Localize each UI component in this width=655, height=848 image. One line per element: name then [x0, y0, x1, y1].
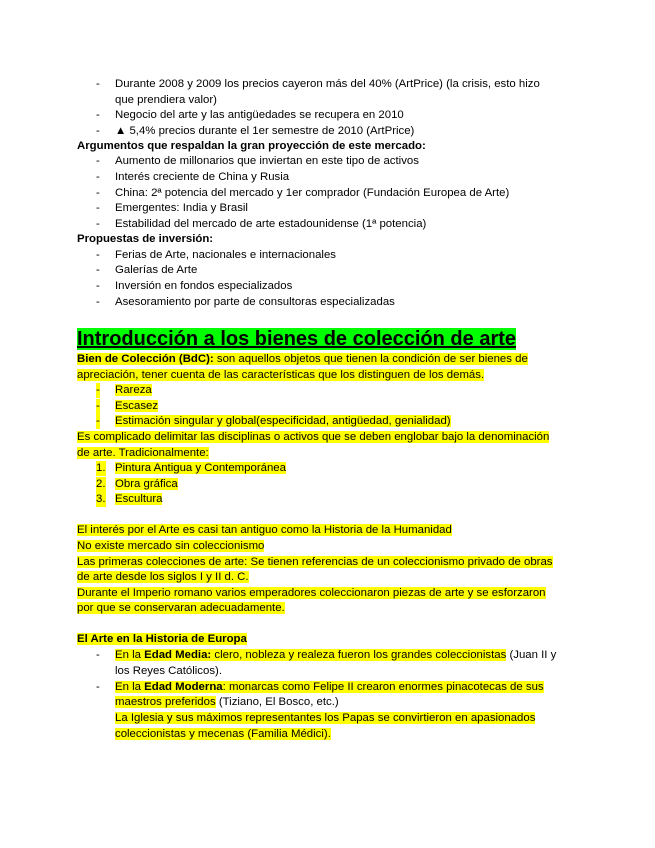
trait-item [115, 383, 152, 398]
section-heading [77, 327, 516, 351]
europe-title [77, 632, 247, 647]
bullet-dash: - [96, 249, 100, 261]
modern-age-prefix: En la [115, 681, 145, 693]
trait-item [115, 414, 451, 429]
definition-line [77, 352, 528, 367]
modern-age-text: maestros preferidos [115, 696, 216, 708]
definition-text: apreciación, tener cuenta de las características que los distinguen de los demás. [77, 369, 485, 381]
paragraph-line [77, 570, 249, 585]
bullet-dash: - [96, 125, 100, 137]
bullet-dash: - [96, 78, 100, 90]
bullet-dash: - [96, 109, 100, 121]
modern-age-examples: (Tiziano, El Bosco, etc.) [215, 696, 339, 708]
middle-ages-prefix: En la [115, 649, 145, 661]
argument-item: China: 2ª potencia del mercado y 1er comprador (Fundación Europea de Arte) [115, 187, 510, 199]
middle-ages-tail: (Juan II y [506, 649, 557, 661]
list-number: 2. [96, 478, 106, 490]
paragraph-text: Durante el Imperio romano varios emperadores coleccionaron piezas de arte y se esforzaron [77, 587, 546, 599]
europe-title-text: El Arte en la Historia de Europa [77, 633, 247, 645]
disciplines-line [77, 430, 549, 445]
paragraph-line [77, 555, 553, 570]
middle-ages-term: Edad Media: [144, 649, 212, 661]
trait-text: Escasez [115, 400, 159, 412]
discipline-text: Escultura [115, 493, 163, 505]
trait-text: Rareza [115, 384, 152, 396]
paragraph-line [77, 523, 452, 538]
middle-ages-line [115, 648, 556, 663]
paragraph-text: No existe mercado sin coleccionismo [77, 540, 265, 552]
bullet-dash: - [96, 218, 100, 230]
bullet-dash: - [96, 187, 100, 199]
modern-age-text: coleccionistas y mecenas (Familia Médici). [115, 728, 331, 740]
argument-item: Estabilidad del mercado de arte estadounidense (1ª potencia) [115, 218, 427, 230]
disciplines-line [77, 446, 209, 461]
bullet-dash: - [96, 681, 100, 693]
paragraph-text: Las primeras colecciones de arte: Se tienen referencias de un coleccionismo privado de obras [77, 556, 553, 568]
bullet-dash: - [96, 202, 100, 214]
middle-ages-line2: los Reyes Católicos). [115, 665, 222, 677]
market-item: ▲ 5,4% precios durante el 1er semestre de 2010 (ArtPrice) [115, 125, 415, 137]
list-number: 1. [96, 462, 106, 474]
market-item-cont: que prendiera valor) [115, 94, 217, 106]
market-item: Negocio del arte y las antigüedades se recupera en 2010 [115, 109, 404, 121]
discipline-text: Pintura Antigua y Contemporánea [115, 462, 286, 474]
modern-age-text: La Iglesia y sus máximos representantes los Papas se convirtieron en apasionados [115, 712, 536, 724]
disciplines-text: Es complicado delimitar las disciplinas o activos que se deben englobar bajo la denominación [77, 431, 550, 443]
proposal-item: Inversión en fondos especializados [115, 280, 293, 292]
paragraph-line [77, 601, 285, 616]
modern-age-line4 [115, 727, 331, 742]
discipline-text: Obra gráfica [115, 478, 178, 490]
bullet-dash: - [96, 400, 100, 412]
proposals-title: Propuestas de inversión: [77, 233, 214, 245]
market-item: Durante 2008 y 2009 los precios cayeron más del 40% (ArtPrice) (la crisis, esto hizo [115, 78, 540, 90]
modern-age-term: Edad Moderna [144, 681, 223, 693]
arguments-title: Argumentos que respaldan la gran proyección de este mercado: [77, 140, 426, 152]
bullet-dash: - [96, 415, 100, 427]
discipline-item [115, 461, 286, 476]
definition-term: Bien de Colección (BdC): [77, 353, 214, 365]
definition-text: son aquellos objetos que tienen la condición de ser bienes de [213, 353, 528, 365]
bullet-dash: - [96, 280, 100, 292]
argument-item: Interés creciente de China y Rusia [115, 171, 290, 183]
modern-age-line [115, 680, 544, 695]
bullet-dash: - [96, 171, 100, 183]
trait-text: Estimación singular y global(especificidad, antigüedad, genialidad) [115, 415, 451, 427]
definition-line [77, 368, 484, 383]
disciplines-text: de arte. Tradicionalmente: [77, 447, 209, 459]
list-number: 3. [96, 493, 106, 505]
discipline-item [115, 492, 162, 507]
trait-item [115, 399, 158, 414]
bullet-dash: - [96, 155, 100, 167]
proposal-item: Asesoramiento por parte de consultoras especializadas [115, 296, 395, 308]
argument-item: Aumento de millonarios que inviertan en este tipo de activos [115, 155, 419, 167]
paragraph-text: El interés por el Arte es casi tan antiguo como la Historia de la Humanidad [77, 524, 452, 536]
modern-age-line2 [115, 695, 339, 710]
bullet-dash: - [96, 264, 100, 276]
section-heading-text: Introducción a los bienes de colección de arte [77, 328, 517, 350]
modern-age-text: : monarcas como Felipe II crearon enormes pinacotecas de sus [222, 681, 544, 693]
middle-ages-text: clero, nobleza y realeza fueron los grandes coleccionistas [211, 649, 507, 661]
paragraph-line [77, 586, 546, 601]
proposal-item: Galerías de Arte [115, 264, 198, 276]
argument-item: Emergentes: India y Brasil [115, 202, 248, 214]
modern-age-line3 [115, 711, 535, 726]
bullet-dash: - [96, 296, 100, 308]
paragraph-line [77, 539, 264, 554]
paragraph-text: de arte desde los siglos I y II d. C. [77, 571, 249, 583]
proposal-item: Ferias de Arte, nacionales e internacionales [115, 249, 336, 261]
paragraph-text: por que se conservaran adecuadamente. [77, 602, 285, 614]
bullet-dash: - [96, 649, 100, 661]
discipline-item [115, 477, 178, 492]
bullet-dash: - [96, 384, 100, 396]
